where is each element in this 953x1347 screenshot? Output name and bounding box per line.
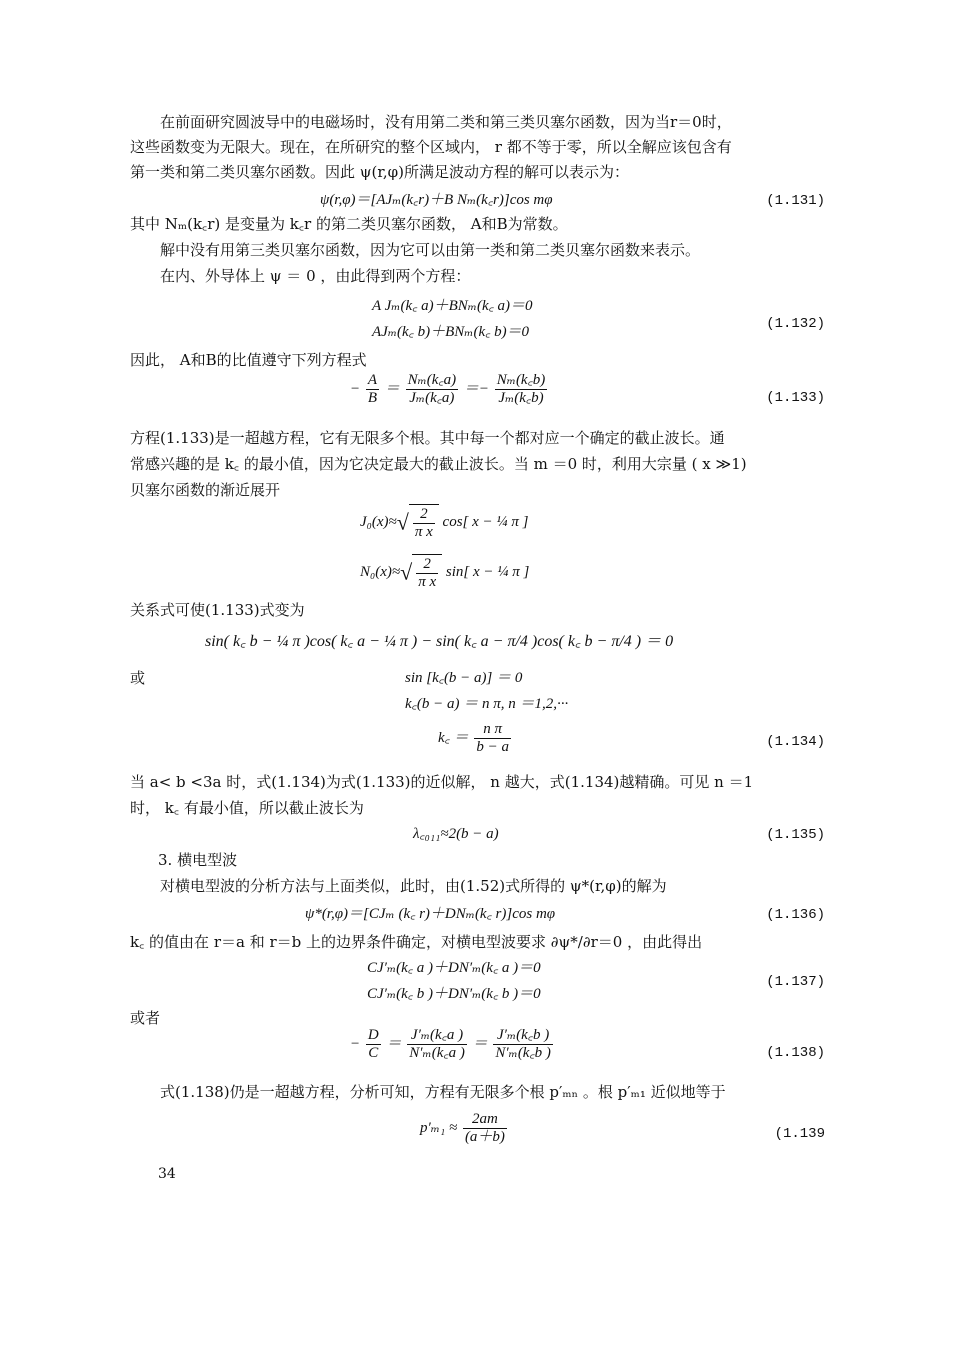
page-number: 34 xyxy=(158,1166,176,1182)
numerator: 2 xyxy=(416,556,438,574)
numerator: J′ₘ(k꜀b ) xyxy=(493,1027,553,1045)
paragraph-text: 当 a< b <3a 时，式(1.134)为式(1.133)的近似解， n 越大，式(1.134)越精确。可见 n ＝1 xyxy=(130,773,754,791)
denominator: b − a xyxy=(476,739,509,756)
paragraph-text: k꜀ 的值由在 r＝a 和 r＝b 上的边界条件确定，对横电型波要求 ∂ψ*/∂r＝0 ，由此得出 xyxy=(130,933,703,951)
paragraph-text: 时， k꜀ 有最小值，所以截止波长为 xyxy=(130,799,364,817)
section-heading: 3. 横电型波 xyxy=(158,851,238,869)
eq-minus: − xyxy=(350,381,361,397)
equation-number: (1.138) xyxy=(766,1045,825,1061)
denominator: Jₘ(k꜀a) xyxy=(409,390,455,407)
paragraph-text: 在内、外导体上 ψ ＝ 0 ，由此得到两个方程： xyxy=(160,267,471,285)
equation-j0-asymptotic xyxy=(360,504,529,541)
numerator: Nₘ(k꜀a) xyxy=(407,372,457,389)
fraction xyxy=(416,556,438,591)
eq-lhs: J₀(x)≈ xyxy=(360,514,397,530)
eq-lhs: k꜀ ＝ xyxy=(438,730,469,746)
equation-1-139 xyxy=(420,1110,509,1146)
denominator: N′ₘ(k꜀a ) xyxy=(409,1045,465,1062)
equation-number: (1.139 xyxy=(774,1126,825,1142)
equation-1-132a: A Jₘ(k꜀ a)＋BNₘ(k꜀ a)＝0 xyxy=(372,298,533,314)
numerator: 2am xyxy=(463,1111,507,1129)
denominator: (a＋b) xyxy=(464,1129,505,1146)
equation-number: (1.132) xyxy=(766,316,825,332)
eq-equals: ＝− xyxy=(463,381,489,397)
paragraph-text: 式(1.138)仍是一超越方程，分析可知，方程有无限多个根 p′ₘₙ 。根 p′ₘ₁ 近似地等于 xyxy=(160,1083,726,1101)
sqrt-body xyxy=(409,504,439,541)
numerator: n π xyxy=(474,721,511,739)
equation-number: (1.134) xyxy=(766,734,825,750)
equation-1-137b: CJ′ₘ(k꜀ b )＋DN′ₘ(k꜀ b )＝0 xyxy=(367,986,541,1002)
eq-equals: ＝ xyxy=(384,381,400,397)
equation-1-134 xyxy=(438,720,513,756)
equation-sin-cos: sin( k꜀ b − ¼ π )cos( k꜀ a − ¼ π ) − sin( k꜀ a − π/4 )cos( k꜀ b − π/4 ) ＝ 0 xyxy=(205,633,674,650)
paragraph-text: 因此， A和B的比值遵守下列方程式 xyxy=(130,351,367,369)
sqrt-body xyxy=(412,554,442,591)
equation-sin-zero: sin [k꜀(b − a)] ＝ 0 xyxy=(405,670,523,686)
equation-1-132b: AJₘ(k꜀ b)＋BNₘ(k꜀ b)＝0 xyxy=(372,324,530,340)
paragraph-text: 关系式可使(1.133)式变为 xyxy=(130,601,305,619)
fraction-a-over-b xyxy=(366,372,379,407)
sqrt-icon: √ xyxy=(400,559,413,585)
fraction xyxy=(493,1027,553,1062)
equation-1-137a: CJ′ₘ(k꜀ a )＋DN′ₘ(k꜀ a )＝0 xyxy=(367,960,541,976)
fraction xyxy=(463,1111,507,1146)
eq-minus: − xyxy=(350,1036,361,1052)
paragraph-text: 这些函数变为无限大。现在，在所研究的整个区域内， r 都不等于零，所以全解应该包含有 xyxy=(130,138,732,156)
paragraph-text: 方程(1.133)是一超越方程，它有无限多个根。其中每一个都对应一个确定的截止波长。通 xyxy=(130,429,725,447)
fraction-d-over-c xyxy=(366,1027,381,1062)
fraction xyxy=(407,1027,467,1062)
equation-1-135: λ꜀₀₁₁≈2(b − a) xyxy=(413,826,499,842)
numerator: 2 xyxy=(413,506,435,524)
equation-kc-condition: k꜀(b − a) ＝ n π, n ＝1,2,··· xyxy=(405,696,569,712)
sqrt-icon: √ xyxy=(396,509,409,535)
numerator: Nₘ(k꜀b) xyxy=(496,372,546,389)
equation-1-131: ψ(r,φ)＝[AJₘ(k꜀r)＋B Nₘ(k꜀r)]cos mφ xyxy=(320,192,553,208)
paragraph-text: 或者 xyxy=(130,1009,161,1027)
fraction xyxy=(495,372,548,407)
eq-lhs: p′ₘ₁ ≈ xyxy=(420,1120,458,1136)
numerator: D xyxy=(367,1027,379,1044)
eq-equals: ＝ xyxy=(472,1036,488,1052)
paragraph-text: 在前面研究圆波导中的电磁场时，没有用第二类和第三类贝塞尔函数，因为当r＝0时， xyxy=(160,113,732,131)
equation-1-138 xyxy=(350,1026,555,1062)
denominator: B xyxy=(367,390,378,407)
denominator: N′ₘ(k꜀b ) xyxy=(495,1045,551,1062)
equation-1-136: ψ*(r,φ)＝[CJₘ (k꜀ r)＋DNₘ(k꜀ r)]cos mφ xyxy=(305,906,556,922)
equation-n0-asymptotic xyxy=(360,554,529,591)
equation-number: (1.137) xyxy=(766,974,825,990)
paragraph-text: 或 xyxy=(130,669,146,687)
equation-1-133 xyxy=(350,372,549,407)
equation-number: (1.136) xyxy=(766,907,825,923)
eq-equals: ＝ xyxy=(386,1036,402,1052)
paragraph-text: 解中没有用第三类贝塞尔函数，因为它可以由第一类和第二类贝塞尔函数来表示。 xyxy=(160,241,701,259)
fraction xyxy=(413,506,435,541)
denominator: π x xyxy=(414,524,433,541)
eq-rhs: cos[ x − ¼ π ] xyxy=(442,514,529,530)
numerator: J′ₘ(k꜀a ) xyxy=(407,1027,467,1045)
equation-number: (1.131) xyxy=(766,193,825,209)
paragraph-text: 贝塞尔函数的渐近展开 xyxy=(130,481,281,499)
fraction xyxy=(474,721,511,756)
fraction xyxy=(406,372,459,407)
paragraph-text: 常感兴趣的是 k꜀ 的最小值，因为它决定最大的截止波长。当 m ＝0 时，利用大宗量 ( x ≫1) xyxy=(130,455,747,473)
eq-lhs: N₀(x)≈ xyxy=(360,564,401,580)
equation-number: (1.133) xyxy=(766,390,825,406)
denominator: π x xyxy=(418,574,437,591)
numerator: A xyxy=(367,372,378,389)
paragraph-text: 第一类和第二类贝塞尔函数。因此 ψ(r,φ)所满足波动方程的解可以表示为： xyxy=(130,163,630,181)
denominator: C xyxy=(368,1045,379,1062)
equation-number: (1.135) xyxy=(766,827,825,843)
eq-rhs: sin[ x − ¼ π ] xyxy=(445,564,530,580)
paragraph-text: 其中 Nₘ(k꜀r) 是变量为 k꜀r 的第二类贝塞尔函数， A和B为常数。 xyxy=(130,215,568,233)
paragraph-text: 对横电型波的分析方法与上面类似，此时，由(1.52)式所得的 ψ*(r,φ)的解为 xyxy=(160,877,667,895)
denominator: Jₘ(k꜀b) xyxy=(498,390,544,407)
